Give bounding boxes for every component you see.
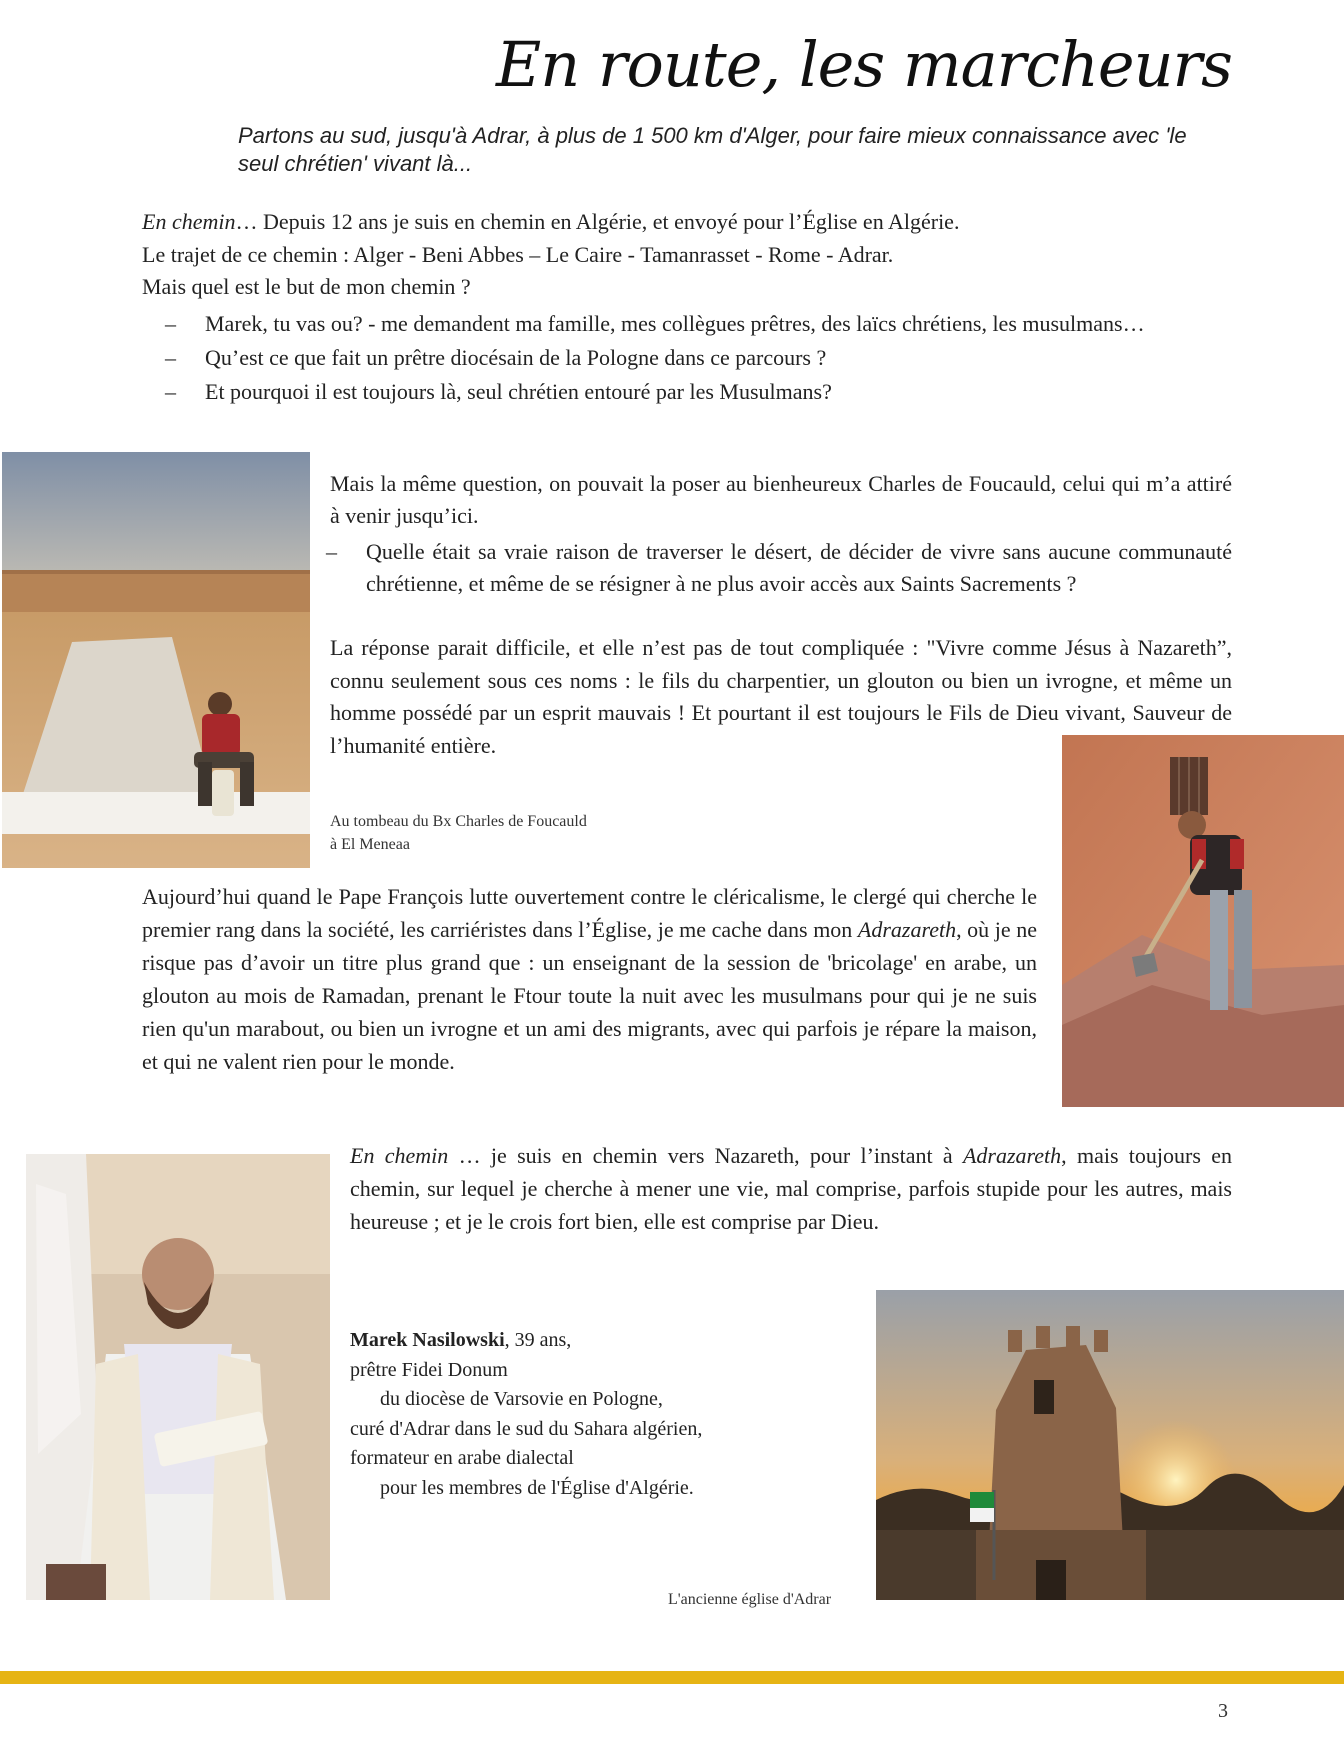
- list-item: – Et pourquoi il est toujours là, seul chrétien entouré par les Musulmans?: [205, 376, 1232, 407]
- dash-bullet: –: [165, 379, 176, 404]
- church-caption: L'ancienne église d'Adrar: [668, 1591, 832, 1608]
- footer-accent-bar: [0, 1671, 1344, 1684]
- paragraph-2-question: [326, 536, 1232, 600]
- dash-bullet: –: [326, 539, 337, 564]
- dash-bullet: –: [165, 311, 176, 336]
- paragraph-5: En chemin … je suis en chemin vers Nazareth, pour l’instant à Adrazareth, mais toujours en chemin, sur lequel je cherche à mener une vie, mal comprise, parfois stupide pour les autres, mais heureuse ; et je le crois fort bien, elle est comprise par Dieu.: [350, 1143, 1232, 1234]
- signature-block: Marek Nasilowski, 39 ans, prêtre Fidei Donum du diocèse de Varsovie en Pologne, curé d'Adrar dans le sud du Sahara algérien, formateur en arabe dialectal pour les membres de l'Église d'Algérie.: [350, 1329, 703, 1499]
- question-list: [165, 308, 1232, 407]
- adrazareth-word: Adrazareth: [962, 1143, 1062, 1168]
- lead-en-chemin: En chemin: [350, 1143, 449, 1168]
- intro-text: Partons au sud, jusqu'à Adrar, à plus de 1 500 km d'Alger, pour faire mieux connaissance avec 'le seul chrétien' vivant là...: [238, 123, 1187, 176]
- para1-line2: Le trajet de ce chemin : Alger - Beni Abbes – Le Caire - Tamanrasset - Rome - Adrar.: [142, 241, 894, 267]
- tomb-caption: Au tombeau du Bx Charles de Foucauld à El Meneaa: [330, 813, 587, 853]
- page-number: 3: [1218, 1700, 1228, 1722]
- church-photo: [876, 1290, 1344, 1600]
- tomb-photo: [2, 452, 310, 868]
- author-name: Marek Nasilowski: [350, 1329, 505, 1351]
- lead-en-chemin: En chemin: [142, 209, 236, 234]
- list-item: – Quelle était sa vraie raison de traverser le désert, de décider de vivre sans aucune communauté chrétienne, et même de se résigner à ne plus avoir accès aux Saints Sacrements ?: [366, 536, 1232, 600]
- list-item: – Marek, tu vas ou? - me demandent ma famille, mes collègues prêtres, des laïcs chrétiens, les musulmans…: [205, 308, 1232, 339]
- adrazareth-word: Adrazareth: [857, 917, 957, 942]
- digging-photo: [1062, 735, 1344, 1107]
- page-title: En route, les marcheurs: [496, 28, 1232, 101]
- priest-photo: [26, 1154, 330, 1600]
- paragraph-1: [142, 206, 1232, 304]
- paragraph-3: La réponse parait difficile, et elle n’est pas de tout compliquée : "Vivre comme Jésus à Nazareth”, connu seulement sous ces noms : le fils du charpentier, un glouton ou bien un ivrogne, et même un homme possédé par un esprit mauvais ! Et pourtant il est toujours le Fils de Dieu vivant, Sauveur de l’humanité entière.: [330, 635, 1232, 758]
- para1-line3: Mais quel est le but de mon chemin ?: [142, 274, 471, 299]
- para1-rest: … Depuis 12 ans je suis en chemin en Algérie, et envoyé pour l’Église en Algérie.: [235, 209, 960, 234]
- list-item: – Qu’est ce que fait un prêtre diocésain de la Pologne dans ce parcours ?: [205, 342, 1232, 373]
- paragraph-2: Mais la même question, on pouvait la poser au bienheureux Charles de Foucauld, celui qui m’a attiré à venir jusqu’ici.: [330, 471, 1232, 528]
- dash-bullet: –: [165, 345, 176, 370]
- paragraph-4: Aujourd’hui quand le Pape François lutte ouvertement contre le cléricalisme, le clergé qui cherche le premier rang dans la société, les carriéristes dans l’Église, je me cache dans mon Adrazareth, où je ne risque pas d’avoir un titre plus grand que : un enseignant de la session de 'bricolage' en arabe, un glouton au mois de Ramadan, prenant le Ftour toute la nuit avec les musulmans pour qui je ne suis rien qu'un marabout, ou bien un ivrogne et un ami des migrants, avec qui parfois je répare la maison, et qui ne valent rien pour le monde.: [142, 884, 1037, 1074]
